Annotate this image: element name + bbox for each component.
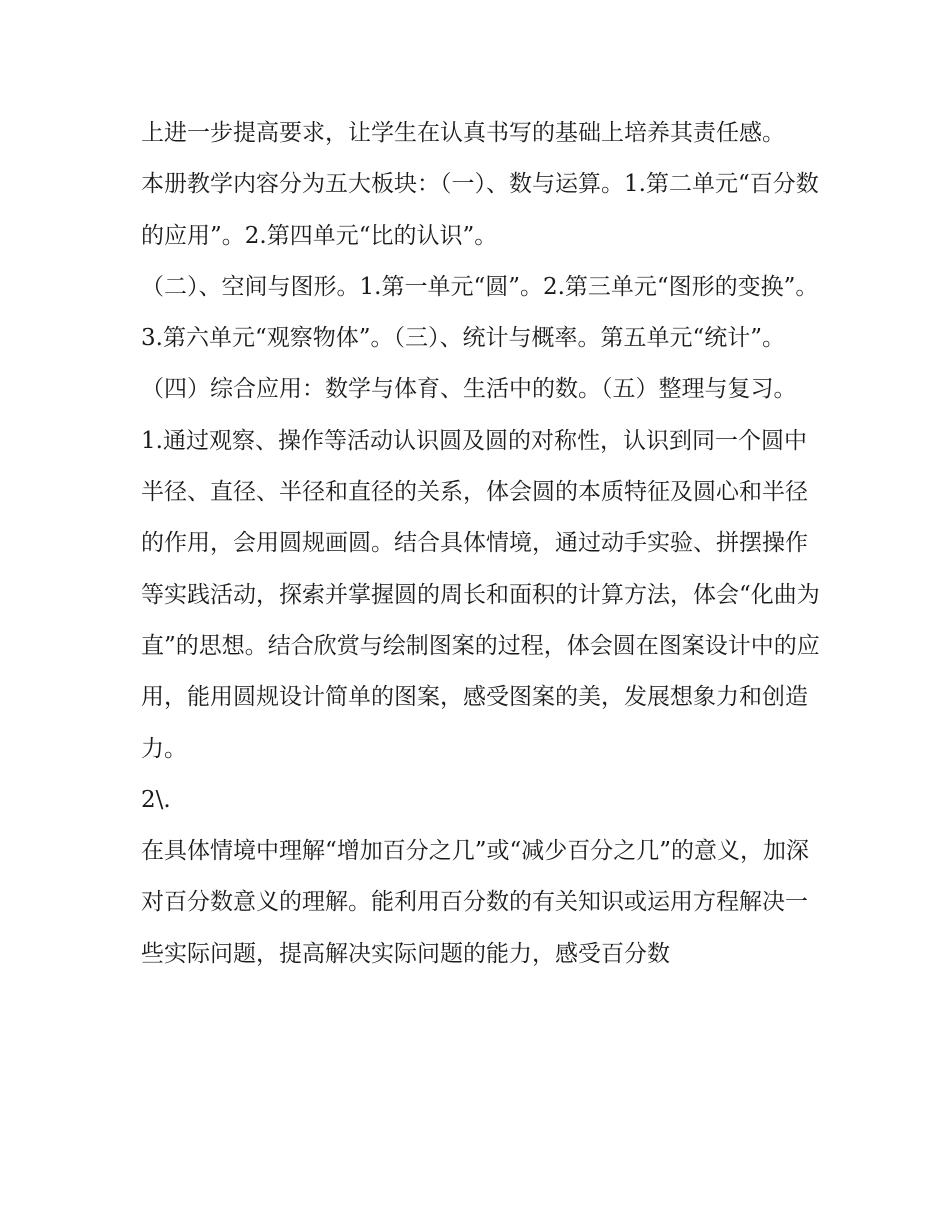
paragraph-item-2-number: 2\. [141,786,171,813]
paragraph-responsibility: 上进一步提高要求，让学生在认真书写的基础上培养其责任感。 [141,120,785,146]
paragraph-comprehensive-application: （四）综合应用：数学与体育、生活中的数。（五）整理与复习。 [141,376,797,403]
paragraph-space-and-shapes: （二）、空间与图形。1.第一单元“圆”。2.第三单元“图形的变换”。3.第六单元“观察物体”。（三）、统计与概率。第五单元“统计”。 [141,273,819,352]
document-body [141,108,821,980]
paragraph-circle-objectives: 1.通过观察、操作等活动认识圆及圆的对称性，认识到同一个圆中半径、直径、半径和直径的关系，体会圆的本质特征及圆心和半径的作用，会用圆规画圆。结合具体情境，通过动手实验、拼摆操作等实践活动，探索并掌握圆的周长和面积的计算方法，体会“化曲为直”的思想。结合欣赏与绘制图案的过程，体会圆在图案设计中的应用，能用圆规设计简单的图案，感受图案的美，发展想象力和创造力。 [141,427,820,762]
paragraph-percentage-objectives: 在具体情境中理解“增加百分之几”或“减少百分之几”的意义，加深对百分数意义的理解。能利用百分数的有关知识或运用方程解决一些实际问题，提高解决实际问题的能力，感受百分数 [141,838,810,967]
paragraph-content-overview: 本册教学内容分为五大板块：（一）、数与运算。1.第二单元“百分数的应用”。2.第四单元“比的认识”。 [141,171,819,249]
